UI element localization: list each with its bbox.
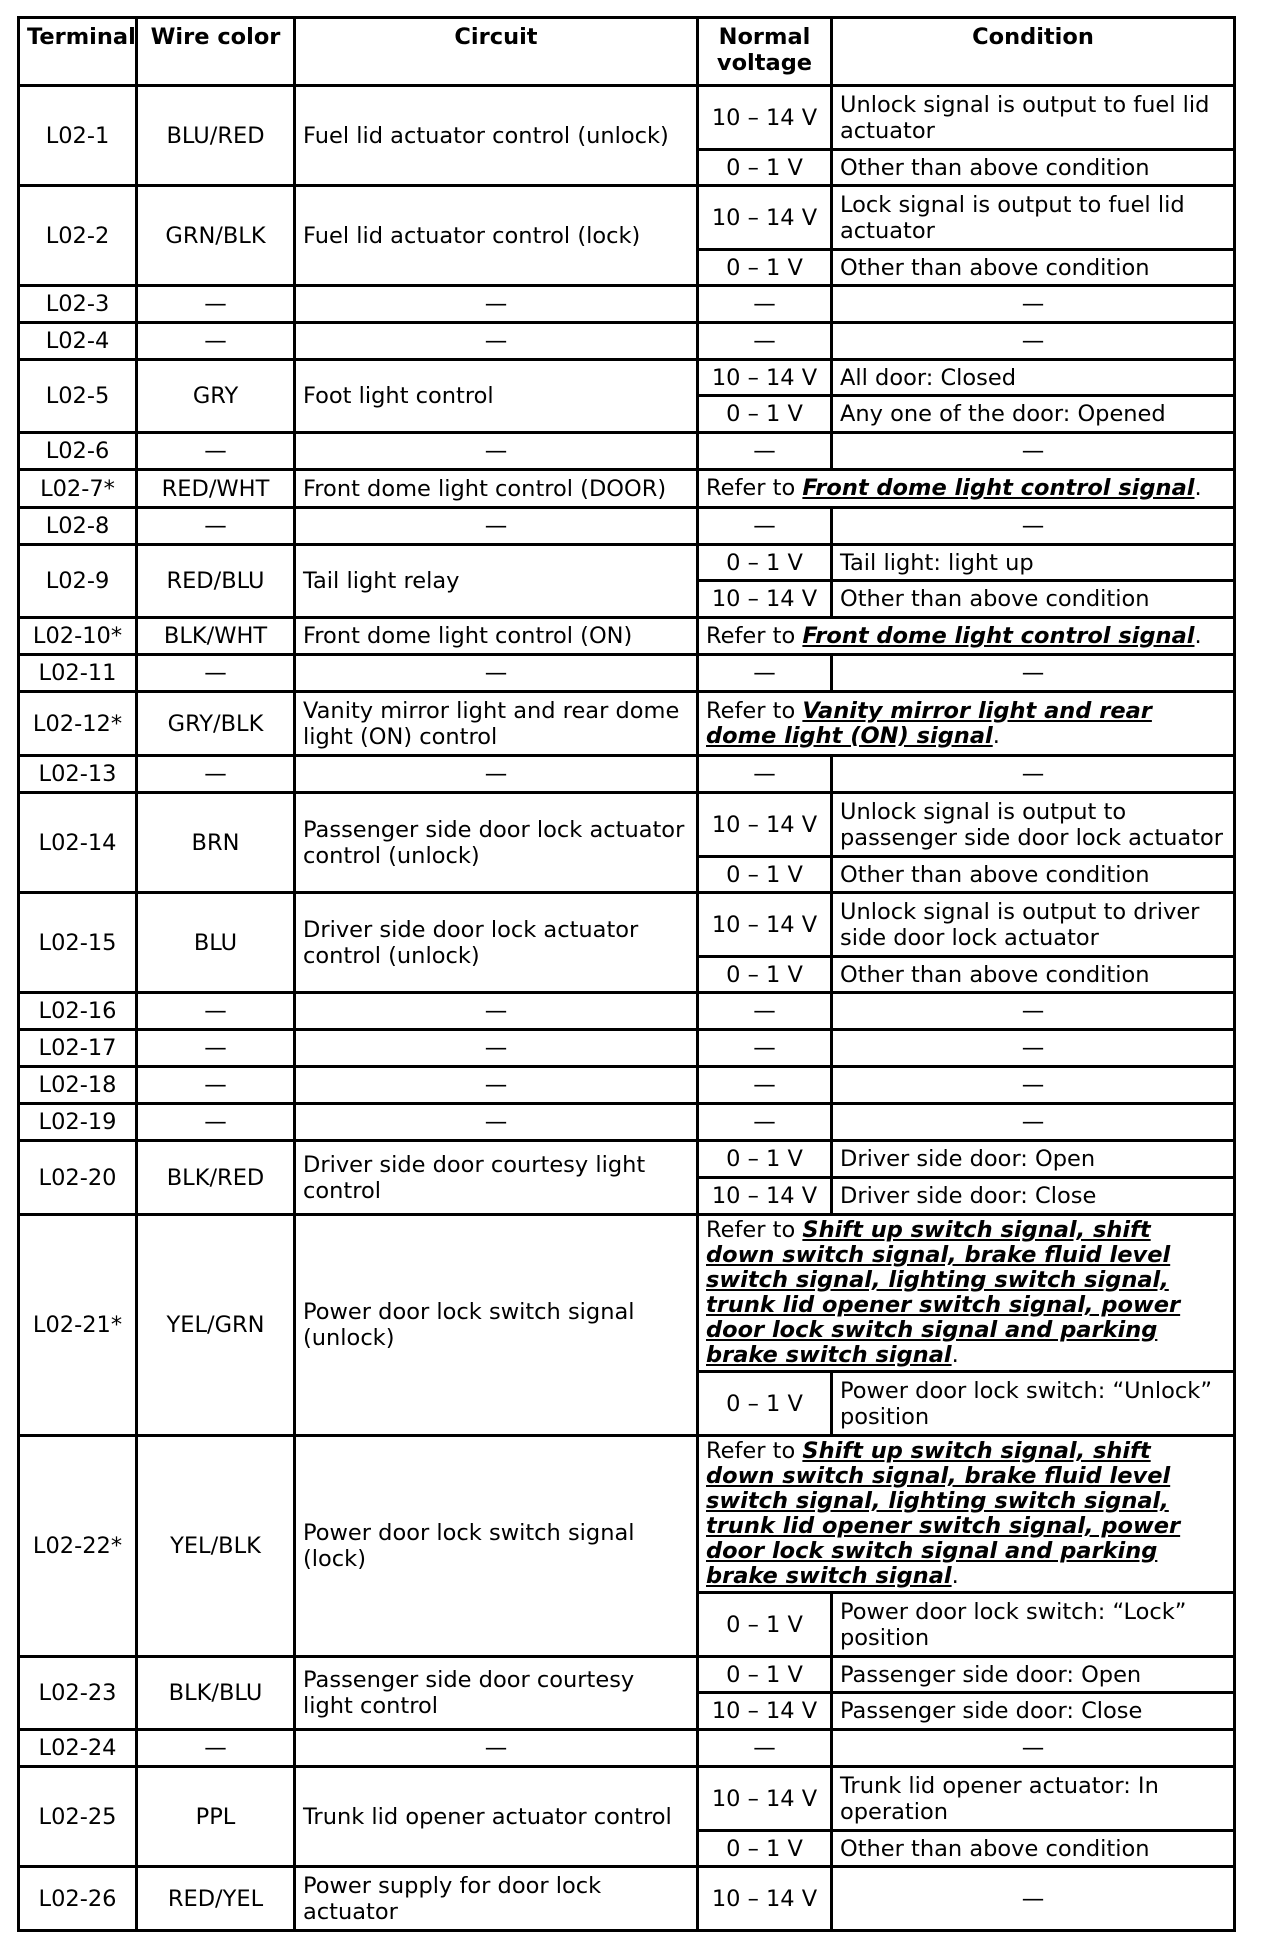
wire-color-cell: YEL/GRN [137,1215,295,1436]
terminal-cell: L02-1 [19,86,137,186]
wire-color-cell: BLU/RED [137,86,295,186]
terminal-cell: L02-22* [19,1436,137,1657]
wire-color-cell: BLU [137,893,295,993]
terminal-cell: L02-25 [19,1767,137,1867]
condition-cell: — [832,433,1235,470]
condition-cell: Trunk lid opener actuator: In operation [832,1767,1235,1831]
table-row [19,1657,1235,1693]
terminal-cell: L02-6 [19,433,137,470]
voltage-cell: — [698,433,832,470]
table-row [19,1436,1235,1593]
wire-color-cell: — [137,1067,295,1104]
voltage-cell: 10 – 14 V [698,1767,832,1831]
wire-color-cell: BLK/BLU [137,1657,295,1730]
circuit-cell: — [295,1030,698,1067]
condition-cell: — [832,508,1235,545]
circuit-cell: Passenger side door lock actuator control (unlock) [295,793,698,893]
condition-cell: Other than above condition [832,150,1235,186]
terminal-cell: L02-9 [19,545,137,618]
wire-color-cell: RED/YEL [137,1867,295,1931]
voltage-cell: — [698,1104,832,1141]
header-normal-voltage: Normal voltage [698,18,832,86]
refer-to-text: Refer to [706,1217,803,1243]
reference-link[interactable]: Shift up switch signal, shift down switch signal, brake fluid level switch signal, lighting switch signal, trunk lid opener switch signal, power door lock switch signal and parking brake switch signal [706,1438,1181,1589]
condition-cell: — [832,993,1235,1030]
circuit-cell: — [295,323,698,360]
terminal-cell: L02-8 [19,508,137,545]
wire-color-cell: — [137,433,295,470]
reference-cell [698,618,1235,655]
circuit-cell: — [295,508,698,545]
table-row [19,470,1235,508]
circuit-cell: — [295,1067,698,1104]
circuit-cell: Trunk lid opener actuator control [295,1767,698,1867]
table-row [19,286,1235,323]
reference-period: . [951,1563,959,1589]
terminal-cell: L02-23 [19,1657,137,1730]
condition-cell: — [832,286,1235,323]
voltage-cell: 0 – 1 V [698,957,832,993]
voltage-cell: 0 – 1 V [698,1593,832,1657]
reference-period: . [951,1342,959,1368]
wire-color-cell: — [137,756,295,793]
reference-link[interactable]: Front dome light control signal [802,622,1195,649]
terminal-cell: L02-20 [19,1141,137,1215]
table-row [19,1104,1235,1141]
condition-cell: Driver side door: Close [832,1178,1235,1215]
condition-cell: Driver side door: Open [832,1141,1235,1178]
voltage-cell: 0 – 1 V [698,150,832,186]
terminal-cell: L02-11 [19,655,137,692]
wire-color-cell: RED/WHT [137,470,295,508]
table-row [19,793,1235,857]
wire-color-cell: YEL/BLK [137,1436,295,1657]
condition-cell: Other than above condition [832,857,1235,893]
refer-to-text: Refer to [706,697,803,724]
wire-color-cell: GRY [137,360,295,433]
table-row [19,360,1235,396]
condition-cell: Power door lock switch: “Lock” position [832,1593,1235,1657]
circuit-cell: Driver side door lock actuator control (unlock) [295,893,698,993]
refer-to-text: Refer to [706,1438,803,1464]
condition-cell: All door: Closed [832,360,1235,396]
reference-period: . [1194,475,1202,501]
voltage-cell: — [698,756,832,793]
table-row [19,1067,1235,1104]
wire-color-cell: — [137,655,295,692]
condition-cell: — [832,323,1235,360]
condition-cell: Passenger side door: Open [832,1657,1235,1693]
table-row [19,323,1235,360]
circuit-cell: Tail light relay [295,545,698,618]
voltage-cell: 10 – 14 V [698,360,832,396]
condition-cell: Unlock signal is output to passenger side door lock actuator [832,793,1235,857]
table-row [19,756,1235,793]
table-row [19,545,1235,581]
wire-color-cell: GRY/BLK [137,692,295,756]
terminal-cell: L02-12* [19,692,137,756]
voltage-cell: — [698,655,832,692]
table-row [19,1730,1235,1767]
circuit-cell: — [295,286,698,323]
terminal-cell: L02-17 [19,1030,137,1067]
reference-cell [698,470,1235,508]
terminal-cell: L02-7* [19,470,137,508]
table-row [19,1030,1235,1067]
terminal-cell: L02-3 [19,286,137,323]
terminal-cell: L02-15 [19,893,137,993]
condition-cell: — [832,1030,1235,1067]
circuit-cell: — [295,655,698,692]
condition-cell: — [832,1867,1235,1931]
circuit-cell: — [295,756,698,793]
condition-cell: Other than above condition [832,1831,1235,1867]
voltage-cell: 0 – 1 V [698,1372,832,1436]
voltage-cell: — [698,323,832,360]
reference-link[interactable]: Shift up switch signal, shift down switch signal, brake fluid level switch signal, lighting switch signal, trunk lid opener switch signal, power door lock switch signal and parking brake switch signal [706,1217,1181,1368]
wire-color-cell: — [137,1030,295,1067]
terminal-table-wrapper [17,16,1233,1932]
circuit-cell: Foot light control [295,360,698,433]
header-circuit: Circuit [295,18,698,86]
voltage-cell: 10 – 14 V [698,581,832,618]
voltage-cell: 10 – 14 V [698,86,832,150]
condition-cell: — [832,756,1235,793]
voltage-cell: 10 – 14 V [698,893,832,957]
header-condition: Condition [832,18,1235,86]
terminal-cell: L02-14 [19,793,137,893]
condition-cell: Unlock signal is output to driver side door lock actuator [832,893,1235,957]
voltage-cell: 10 – 14 V [698,186,832,250]
voltage-cell: 0 – 1 V [698,250,832,286]
circuit-cell: Power door lock switch signal (lock) [295,1436,698,1657]
terminal-cell: L02-19 [19,1104,137,1141]
table-row [19,433,1235,470]
voltage-cell: — [698,1030,832,1067]
voltage-cell: — [698,286,832,323]
table-row [19,1141,1235,1178]
reference-period: . [992,722,1000,749]
circuit-cell: Fuel lid actuator control (unlock) [295,86,698,186]
voltage-cell: 0 – 1 V [698,1141,832,1178]
circuit-cell: — [295,993,698,1030]
table-row [19,86,1235,150]
circuit-cell: Power supply for door lock actuator [295,1867,698,1931]
condition-cell: Other than above condition [832,957,1235,993]
terminal-cell: L02-16 [19,993,137,1030]
voltage-cell: — [698,993,832,1030]
condition-cell: Unlock signal is output to fuel lid actuator [832,86,1235,150]
terminal-cell: L02-24 [19,1730,137,1767]
voltage-cell: 10 – 14 V [698,1178,832,1215]
terminal-table [17,16,1236,1932]
terminal-cell: L02-5 [19,360,137,433]
table-row [19,692,1235,756]
voltage-cell: 0 – 1 V [698,1657,832,1693]
circuit-cell: — [295,1104,698,1141]
reference-link[interactable]: Vanity mirror light and rear dome light (ON) signal [706,697,1152,749]
circuit-cell: — [295,433,698,470]
circuit-cell: Fuel lid actuator control (lock) [295,186,698,286]
voltage-cell: 0 – 1 V [698,545,832,581]
reference-cell [698,1436,1235,1593]
condition-cell: — [832,655,1235,692]
condition-cell: — [832,1730,1235,1767]
header-wire-color: Wire color [137,18,295,86]
table-row [19,1867,1235,1931]
header-terminal: Terminal [19,18,137,86]
voltage-cell: — [698,508,832,545]
voltage-cell: 10 – 14 V [698,793,832,857]
table-row [19,1767,1235,1831]
wire-color-cell: GRN/BLK [137,186,295,286]
wire-color-cell: RED/BLU [137,545,295,618]
terminal-cell: L02-13 [19,756,137,793]
reference-link[interactable]: Front dome light control signal [802,475,1195,501]
wire-color-cell: BLK/WHT [137,618,295,655]
terminal-cell: L02-26 [19,1867,137,1931]
header-row [19,18,1235,86]
circuit-cell: Driver side door courtesy light control [295,1141,698,1215]
table-row [19,618,1235,655]
circuit-cell: — [295,1730,698,1767]
wire-color-cell: — [137,993,295,1030]
condition-cell: Passenger side door: Close [832,1693,1235,1730]
voltage-cell: — [698,1067,832,1104]
reference-cell [698,1215,1235,1372]
reference-period: . [1194,622,1202,649]
wire-color-cell: PPL [137,1767,295,1867]
table-row [19,1215,1235,1372]
wire-color-cell: — [137,1104,295,1141]
reference-cell [698,692,1235,756]
circuit-cell: Front dome light control (DOOR) [295,470,698,508]
wire-color-cell: BRN [137,793,295,893]
circuit-cell: Vanity mirror light and rear dome light (ON) control [295,692,698,756]
wire-color-cell: — [137,1730,295,1767]
table-row [19,893,1235,957]
voltage-cell: 0 – 1 V [698,1831,832,1867]
wire-color-cell: BLK/RED [137,1141,295,1215]
condition-cell: — [832,1067,1235,1104]
table-row [19,993,1235,1030]
voltage-cell: — [698,1730,832,1767]
refer-to-text: Refer to [706,475,803,501]
condition-cell: Any one of the door: Opened [832,396,1235,433]
condition-cell: Power door lock switch: “Unlock” position [832,1372,1235,1436]
voltage-cell: 10 – 14 V [698,1867,832,1931]
condition-cell: Lock signal is output to fuel lid actuator [832,186,1235,250]
table-row [19,186,1235,250]
terminal-cell: L02-18 [19,1067,137,1104]
circuit-cell: Power door lock switch signal (unlock) [295,1215,698,1436]
condition-cell: — [832,1104,1235,1141]
table-row [19,655,1235,692]
voltage-cell: 0 – 1 V [698,396,832,433]
terminal-cell: L02-21* [19,1215,137,1436]
condition-cell: Tail light: light up [832,545,1235,581]
wire-color-cell: — [137,508,295,545]
condition-cell: Other than above condition [832,250,1235,286]
wire-color-cell: — [137,286,295,323]
circuit-cell: Passenger side door courtesy light control [295,1657,698,1730]
terminal-cell: L02-10* [19,618,137,655]
terminal-cell: L02-4 [19,323,137,360]
wire-color-cell: — [137,323,295,360]
table-row [19,508,1235,545]
voltage-cell: 0 – 1 V [698,857,832,893]
terminal-cell: L02-2 [19,186,137,286]
voltage-cell: 10 – 14 V [698,1693,832,1730]
condition-cell: Other than above condition [832,581,1235,618]
refer-to-text: Refer to [706,622,803,649]
circuit-cell: Front dome light control (ON) [295,618,698,655]
